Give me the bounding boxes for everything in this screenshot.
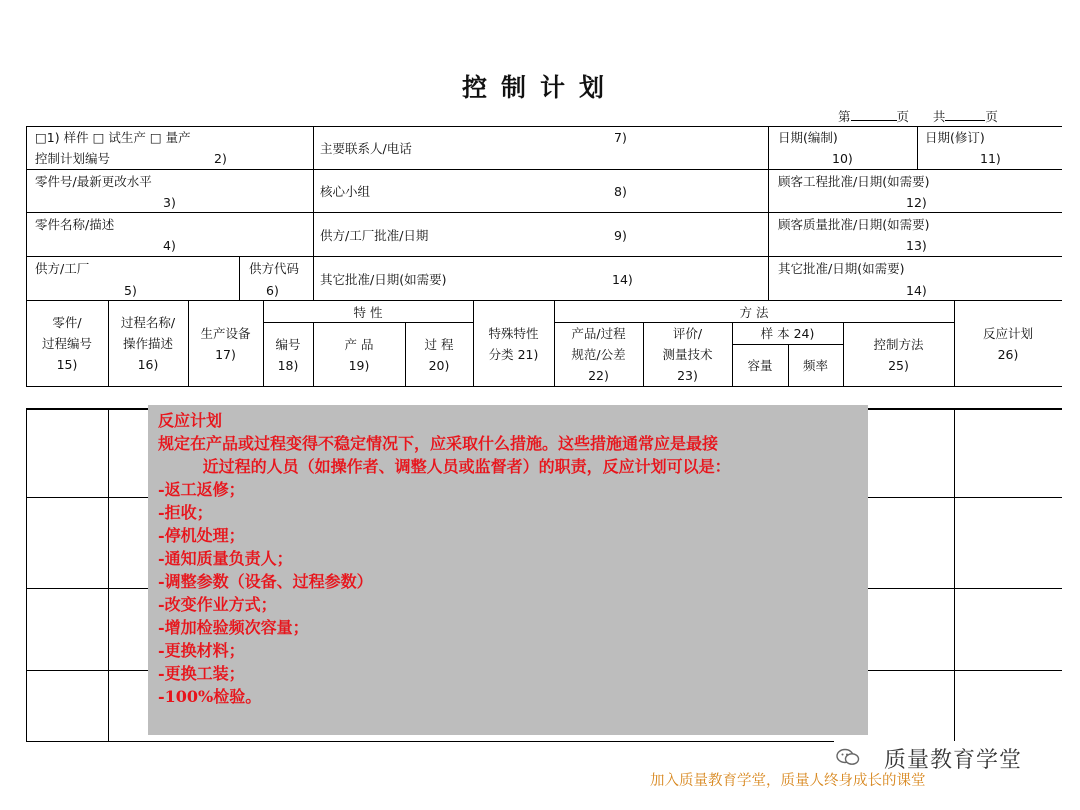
supplier-plant-label: 供方/工厂 (35, 261, 90, 276)
grid-line (26, 256, 1062, 257)
col-sample-size: 容量 (747, 358, 773, 373)
grid-line (239, 256, 240, 300)
col-measurement: 评价/ (672, 326, 703, 341)
col-number: 20) (428, 358, 450, 373)
col-spec-tolerance: 产品/过程 (571, 326, 626, 341)
footer-slogan: 加入质量教育学堂，质量人终身成长的课堂 (650, 773, 926, 789)
page-title: 控制计划 (461, 73, 618, 102)
col-sample: 样 本 24) (760, 326, 815, 341)
callout-line: -100%检验。 (158, 687, 262, 706)
col-process-name: 操作描述 (122, 336, 173, 351)
other-approval-label: 其它批准/日期(如需要) (778, 261, 905, 276)
col-product: 产 品 (344, 337, 374, 352)
col-part-process-no: 零件/ (52, 315, 82, 330)
part-name-label: 零件名称/描述 (35, 217, 115, 232)
field-number: 5) (124, 283, 137, 298)
field-number: 2) (214, 151, 227, 166)
field-number: 13) (906, 238, 927, 253)
customer-engineering-approval-label: 顾客工程批准/日期(如需要) (778, 174, 930, 189)
callout-line: -返工返修； (158, 480, 245, 499)
field-number: 8) (614, 184, 627, 199)
page-label: 第 (838, 109, 851, 124)
page-number-blank (851, 108, 897, 121)
field-number: 11) (980, 151, 1001, 166)
grid-line (405, 322, 406, 386)
field-number: 4) (163, 238, 176, 253)
col-number: 18) (277, 358, 299, 373)
grid-line (26, 126, 1062, 127)
col-special-char: 分类 21) (488, 347, 539, 362)
field-number: 14) (906, 283, 927, 298)
grid-line (954, 408, 955, 741)
grid-line (917, 126, 918, 169)
col-number: 26) (997, 347, 1019, 362)
wechat-icon (836, 748, 860, 766)
field-number: 9) (614, 228, 627, 243)
col-spec-tolerance: 规范/公差 (571, 347, 626, 362)
total-pages-blank (945, 108, 985, 121)
callout-line: -改变作业方式； (158, 595, 277, 614)
callout-line: 规定在产品或过程变得不稳定情况下，应采取什么措施。这些措施通常应是最接 (158, 434, 719, 453)
grid-line (26, 408, 27, 741)
grid-line (26, 386, 1062, 387)
col-reaction-plan: 反应计划 (982, 326, 1033, 341)
callout-line: 近过程的人员（如操作者、调整人员或监督者）的职责，反应计划可以是： (158, 457, 731, 476)
field-number: 10) (832, 151, 853, 166)
grid-line (26, 169, 1062, 170)
grid-line (954, 300, 955, 386)
col-control-method: 控制方法 (873, 337, 924, 352)
callout-line: -更换材料； (158, 641, 245, 660)
col-process-name: 过程名称/ (120, 315, 176, 330)
callout-line: -增加检验频次容量； (158, 618, 309, 637)
grid-line (768, 126, 769, 300)
field-number: 14) (612, 272, 633, 287)
callout-line: -通知质量负责人； (158, 549, 293, 568)
col-special-char: 特殊特性 (488, 326, 539, 341)
col-sample-frequency: 频率 (802, 358, 828, 373)
page-label-ye: 页 (896, 109, 910, 124)
col-number: 16) (137, 357, 159, 372)
grid-line (263, 322, 473, 323)
col-part-process-no: 过程编号 (41, 336, 92, 351)
grid-line (26, 212, 1062, 213)
grid-line (108, 408, 109, 741)
field-number: 3) (163, 195, 176, 210)
col-method: 方 法 (739, 305, 769, 320)
col-number: 25) (888, 358, 909, 373)
total-label-ye: 页 (985, 109, 998, 124)
reaction-plan-callout (148, 405, 868, 735)
col-measurement: 测量技术 (662, 347, 713, 362)
field-number: 12) (906, 195, 927, 210)
col-characteristics: 特 性 (353, 305, 383, 320)
callout-line: -更换工装； (158, 664, 245, 683)
callout-line: 反应计划 (158, 411, 223, 430)
control-plan-number-label: 控制计划编号 (35, 151, 111, 166)
grid-line (26, 300, 1062, 301)
col-number: 22) (588, 368, 609, 383)
contact-label: 主要联系人/电话 (320, 141, 412, 156)
date-edit-label: 日期(编制) (778, 130, 838, 145)
plan-type-checkboxes: □1) 样件 □ 试生产 □ 量产 (35, 130, 191, 145)
col-process: 过 程 (424, 337, 454, 352)
col-number: 19) (348, 358, 370, 373)
col-equipment: 生产设备 (200, 326, 251, 341)
part-number-label: 零件号/最新更改水平 (35, 174, 152, 189)
field-number: 7) (614, 130, 627, 145)
field-number: 6) (266, 283, 279, 298)
col-number: 17) (215, 347, 236, 362)
watermark-text: 质量教育学堂 (884, 748, 1023, 773)
date-revision-label: 日期(修订) (925, 130, 985, 145)
grid-line (554, 322, 954, 323)
grid-line (473, 300, 474, 386)
grid-line (26, 741, 834, 742)
supplier-approval-label: 供方/工厂批准/日期 (320, 228, 429, 243)
grid-line (313, 322, 314, 386)
grid-line (188, 300, 189, 386)
supplier-code-label: 供方代码 (249, 261, 300, 276)
total-label: 共 (932, 109, 946, 124)
page-counter (838, 108, 998, 124)
other-approval-label: 其它批准/日期(如需要) (320, 272, 447, 287)
customer-quality-approval-label: 顾客质量批准/日期(如需要) (778, 217, 930, 232)
col-char-no: 编号 (275, 337, 301, 352)
callout-line: -拒收； (158, 503, 213, 522)
col-number: 23) (677, 368, 698, 383)
core-team-label: 核心小组 (320, 184, 371, 199)
col-number: 15) (56, 357, 78, 372)
callout-line: -停机处理； (158, 526, 245, 545)
grid-line (843, 322, 844, 386)
grid-line (313, 126, 314, 300)
callout-line: -调整参数（设备、过程参数） (158, 572, 373, 591)
grid-line (732, 344, 843, 345)
